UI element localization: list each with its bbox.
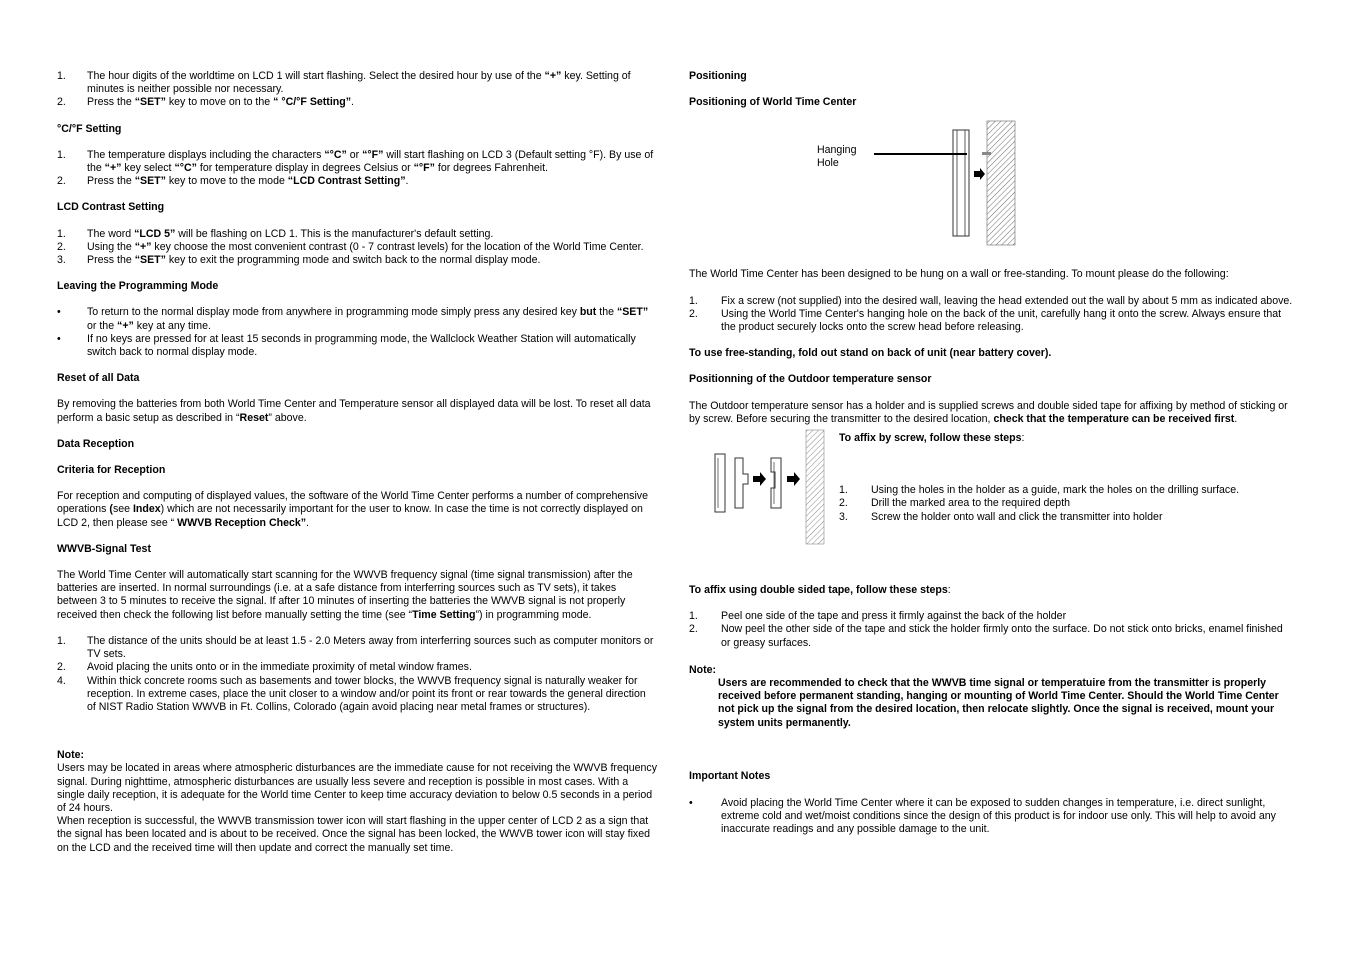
wall-hatching <box>806 430 824 544</box>
list-item-text: Within thick concrete rooms such as basements and tower blocks, the WWVB frequency signal is naturally weaker for reception. In extreme cases, place the unit closer to a window and/or point its front or rear towards the general direction of NIST Radio Station WWVB in Ft. Collins, Colorado (again avoid placing near metal frames or structures). <box>87 674 646 713</box>
positioning-heading: Positioning <box>689 70 747 82</box>
list-item <box>689 308 1294 334</box>
list-item-text: The word “LCD 5” will be flashing on LCD 1. This is the manufacturer's default setting. <box>87 227 494 240</box>
list-item-text: The distance of the units should be at least 1.5 - 2.0 Meters away from interferring sources such as computer monitors or TV sets. <box>87 634 654 661</box>
hanging-hole-label: Hanging Hole <box>817 144 857 170</box>
worldtime-list <box>57 70 657 110</box>
list-marker: • <box>57 332 61 345</box>
list-marker: 1. <box>57 70 66 82</box>
list-item-text: The temperature displays including the characters “°C” or “°F” will start flashing on LCD 3 (Default setting °F). By use of the “+” key select “°C” for temperature display in degrees Celsius or “°F” for degrees Fahrenheit. <box>87 148 654 175</box>
list-marker: 2. <box>57 240 66 253</box>
list-item <box>57 306 657 332</box>
mount-text: The World Time Center has been designed to be hung on a wall or free-standing. To mount please do the following: <box>689 268 1229 281</box>
list-item <box>57 635 657 661</box>
right-note-heading: Note: <box>689 663 717 676</box>
list-item-text: If no keys are pressed for at least 15 seconds in programming mode, the Wallclock Weather Station will automatically switch back to normal display mode. <box>87 332 636 359</box>
list-item-text: Using the holes in the holder as a guide, mark the holes on the drilling surface. <box>871 484 1240 497</box>
right-note-text: Users are recommended to check that the WWVB time signal or temperatuire from the transmitter is properly received before permanent standing, hanging or mounting of World Time Center. Should the World Time Center not pick up the signal from the desired location, then relocate slightly. Once the signal is received, mount your system units permanently. <box>718 677 1279 729</box>
list-marker: 4. <box>57 674 66 687</box>
list-item-text: Press the “SET” key to move on to the “ °C/°F Setting”. <box>87 96 354 109</box>
list-marker: 1. <box>689 294 698 307</box>
holder-icon <box>735 458 748 508</box>
reset-text: By removing the batteries from both World Time Center and Temperature sensor all displayed data will be lost. To reset all data perform a basic setup as described in “Reset” above. <box>57 398 651 424</box>
hanging-figure <box>689 116 1294 256</box>
left-column <box>57 70 657 855</box>
list-item-text: Using the World Time Center's hanging hole on the back of the unit, carefully hang it onto the screw. Always ensure that the product securely locks onto the screw head before releasing. <box>721 307 1282 334</box>
list-marker: • <box>689 797 693 810</box>
list-marker: 1. <box>57 148 66 161</box>
list-marker: 2. <box>57 661 66 674</box>
list-item <box>57 149 657 175</box>
screw-list <box>839 484 1299 524</box>
arrow-right-icon <box>974 168 985 180</box>
list-marker: 1. <box>57 227 66 240</box>
important-notes-list <box>689 797 1294 837</box>
screw-icon <box>982 152 991 155</box>
wwvb-test-heading: WWVB-Signal Test <box>57 542 151 555</box>
leaving-programming-heading: Leaving the Programming Mode <box>57 280 219 293</box>
holder-diagram <box>713 428 853 546</box>
cf-setting-heading: °C/°F Setting <box>57 122 122 135</box>
list-marker: 2. <box>689 623 698 636</box>
list-item <box>57 661 657 674</box>
important-notes-heading: Important Notes <box>689 769 771 782</box>
list-marker: • <box>57 306 61 319</box>
list-item <box>839 497 1299 510</box>
list-item <box>689 610 1294 623</box>
clock-unit-side <box>953 130 969 236</box>
list-item <box>57 96 657 109</box>
list-item-text: Fix a screw (not supplied) into the desired wall, leaving the head extended out the wall by about 5 mm as indicated above. <box>721 294 1293 307</box>
list-marker: 1. <box>839 484 848 497</box>
list-marker: 1. <box>57 634 66 647</box>
outdoor-heading: Positionning of the Outdoor temperature sensor <box>689 373 932 386</box>
cf-setting-list <box>57 149 657 189</box>
screw-steps <box>839 432 1299 537</box>
note-text-2: When reception is successful, the WWVB transmission tower icon will start flashing in the upper center of LCD 2 as a sign that the signal has been located and is about to be received. Once the signal has been locked, the WWVB tower icon will stay fixed on the LCD and the received time will then update and correct the manually set time. <box>57 815 651 854</box>
outdoor-text: The Outdoor temperature sensor has a holder and is supplied screws and double sided tape for affixing by method of sticking or by screw. Before securing the transmitter to the desired location, check that the temperature can be received first. <box>689 399 1288 425</box>
positioning-wtc-heading: Positioning of World Time Center <box>689 96 857 109</box>
holder-icon <box>771 458 781 508</box>
criteria-heading: Criteria for Reception <box>57 464 166 477</box>
list-marker: 2. <box>57 96 66 109</box>
list-item-text: Drill the marked area to the required depth <box>871 497 1071 510</box>
reset-heading: Reset of all Data <box>57 372 140 385</box>
arrow-right-icon <box>753 472 766 486</box>
list-item <box>57 175 657 188</box>
list-item <box>689 797 1294 837</box>
list-item <box>57 333 657 359</box>
holder-section <box>689 432 1294 550</box>
list-item-text: To return to the normal display mode from anywhere in programming mode simply press any desired key but the “SET” or the “+” key at any time. <box>87 306 649 332</box>
list-item <box>839 511 1299 524</box>
list-item-text: The hour digits of the worldtime on LCD 1 will start flashing. Select the desired hour by use of the “+” key. Setting of minutes is neither possible nor necessary. <box>87 70 631 96</box>
wwvb-test-list <box>57 635 657 714</box>
list-marker: 2. <box>57 175 66 188</box>
list-marker: 2. <box>689 307 698 320</box>
list-item-text: Screw the holder onto wall and click the transmitter into holder <box>871 510 1163 523</box>
list-item-text: Now peel the other side of the tape and stick the holder firmly onto the surface. Do not stick onto bricks, enamel finished or greasy surfaces. <box>721 623 1283 649</box>
list-marker: 2. <box>839 497 848 510</box>
screw-heading: To affix by screw, follow these steps: <box>839 432 1025 445</box>
list-item-text: Avoid placing the World Time Center where it can be exposed to sudden changes in temperature, i.e. direct sunlight, extreme cold and wet/moist conditions since the design of this product is for indoor use only. This will help to avoid any inaccurate readings and any possible damage to the unit. <box>721 797 1276 836</box>
transmitter-icon <box>715 454 725 512</box>
criteria-text: For reception and computing of displayed values, the software of the World Time Center performs a number of comprehensive operations (see Index) which are not necessarily important for the user to know. In case the time is not correctly displayed on LCD 2, then please see “ WWVB Reception Check”. <box>57 490 648 529</box>
tape-heading: To affix using double sided tape, follow these steps: <box>689 584 951 597</box>
leaving-programming-list <box>57 306 657 359</box>
data-reception-heading: Data Reception <box>57 437 135 450</box>
list-marker: 3. <box>839 510 848 523</box>
list-item-text: Using the “+” key choose the most convenient contrast (0 - 7 contrast levels) for the location of the World Time Center. <box>87 240 644 253</box>
list-item <box>57 241 657 254</box>
right-column <box>689 70 1294 850</box>
list-marker: 1. <box>689 610 698 623</box>
list-item-text: Press the “SET” key to exit the programming mode and switch back to the normal display mode. <box>87 254 541 267</box>
list-item <box>57 70 657 96</box>
list-marker: 3. <box>57 254 66 267</box>
list-item-text: Peel one side of the tape and press it firmly against the back of the holder <box>721 610 1067 623</box>
wall-hatching <box>987 121 1015 245</box>
wwvb-test-text: The World Time Center will automatically start scanning for the WWVB frequency signal (time signal transmission) after the batteries are inserted. In normal surroundings (i.e. at a safe distance from interferring sources such as TV sets), it takes between 3 to 5 minutes to receive the signal. If after 10 minutes of inserting the batteries the WWVB signal is not properly received then check the following list before manually setting the time (see “Time Setting”) in programming mode. <box>57 569 633 621</box>
list-item <box>689 295 1294 308</box>
note-text: Users may be located in areas where atmospheric disturbances are the immediate cause for not receiving the WWVB frequency signal. During nighttime, atmospheric disturbances are usually less severe and reception is possible in most cases. With a single daily reception, it is adequate for the World time Center to keep time accuracy deviation to below 0.5 seconds in a period of 24 hours. <box>57 762 658 814</box>
tape-list <box>689 610 1294 650</box>
list-item <box>57 675 657 715</box>
lcd-contrast-heading: LCD Contrast Setting <box>57 201 165 214</box>
list-item <box>57 228 657 241</box>
note-heading: Note: <box>57 749 85 762</box>
list-item-text: Avoid placing the units onto or in the immediate proximity of metal window frames. <box>87 661 472 674</box>
arrow-right-icon <box>787 472 800 486</box>
freestanding-text: To use free-standing, fold out stand on back of unit (near battery cover). <box>689 347 1052 360</box>
list-item <box>57 254 657 267</box>
lcd-contrast-list <box>57 228 657 268</box>
mount-list <box>689 295 1294 335</box>
hanging-diagram <box>689 116 1029 246</box>
list-item-text: Press the “SET” key to move to the mode “LCD Contrast Setting”. <box>87 175 409 188</box>
list-item <box>689 623 1294 649</box>
list-item <box>839 484 1299 497</box>
